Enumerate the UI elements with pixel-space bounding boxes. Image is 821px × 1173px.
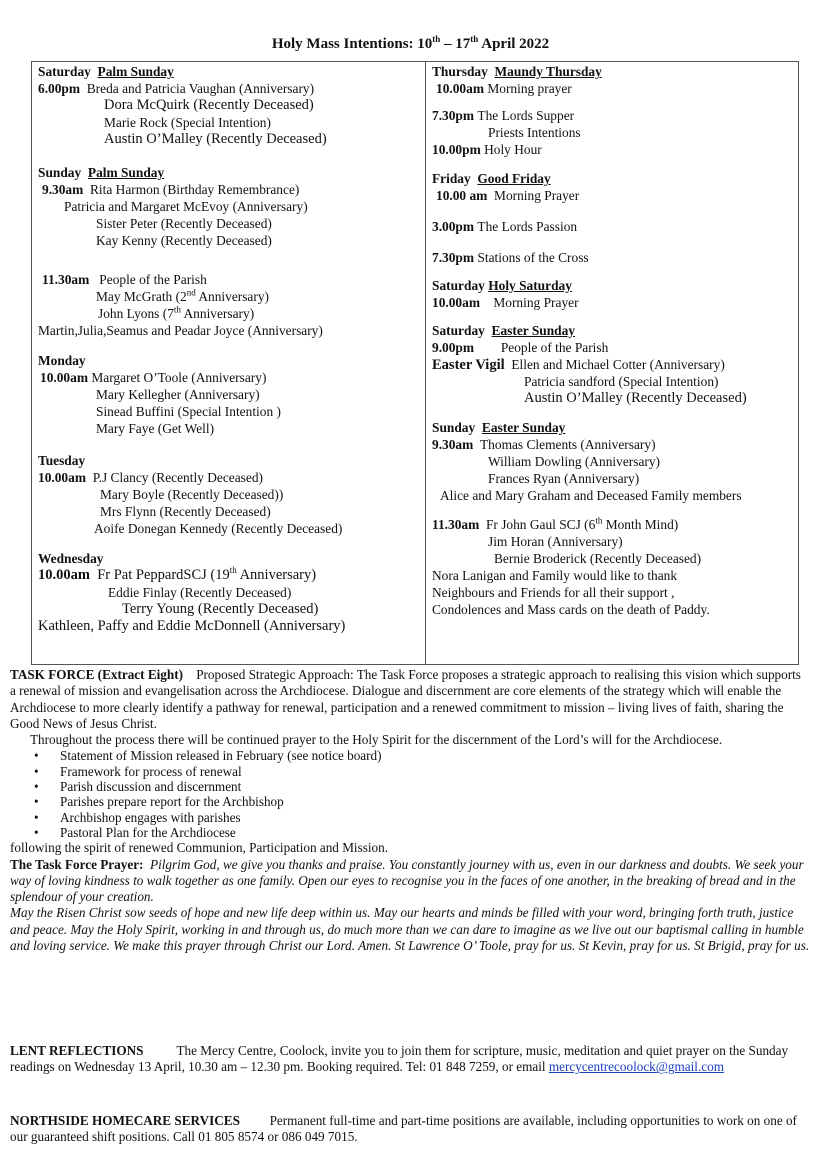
intention-line: Eddie Finlay (Recently Deceased) [108, 585, 292, 600]
intention-line: Mary Kellegher (Anniversary) [96, 387, 260, 402]
task-force-paragraph: Throughout the process there will be continued prayer to the Holy Spirit for the discernment of the Lord’s will for the Archdiocese. [30, 732, 723, 748]
title-sup: th [470, 34, 479, 44]
easter-sunday-late-section [432, 516, 797, 618]
list-item: • Statement of Mission released in February (see notice board) [10, 748, 810, 763]
intention-line: 11.30am People of the Parish [42, 272, 207, 287]
intention-line: 10.00am Morning Prayer [432, 295, 579, 310]
intention-line: Martin,Julia,Seamus and Peadar Joyce (Anniversary) [38, 323, 323, 338]
intention-line: 7.30pm The Lords Supper [432, 108, 575, 123]
title-text: Holy Mass Intentions: 10 [271, 36, 433, 52]
intention-line: Sister Peter (Recently Deceased) [96, 216, 272, 231]
title-text: – 17 [440, 36, 471, 52]
tuesday-section [38, 453, 423, 537]
email-link[interactable]: mercycentrecoolock@gmail.com [548, 1059, 724, 1075]
day-heading: Saturday Easter Sunday [432, 323, 576, 338]
intention-line: Dora McQuirk (Recently Deceased) [104, 97, 314, 113]
day-heading: Sunday Easter Sunday [432, 420, 566, 435]
intention-line: Frances Ryan (Anniversary) [488, 471, 640, 486]
intention-line: 9.00pm People of the Parish [432, 340, 609, 355]
intention-line: 6.00pm Breda and Patricia Vaughan (Anniversary) [38, 81, 315, 96]
intention-line: Patricia and Margaret McEvoy (Anniversary) [64, 199, 308, 214]
holy-saturday-section [432, 278, 797, 311]
intention-line: Patricia sandford (Special Intention) [524, 374, 719, 389]
mass-intentions-table [31, 61, 799, 665]
page-title [0, 36, 821, 53]
intention-line: Sinead Buffini (Special Intention ) [96, 404, 281, 419]
intention-line: William Dowling (Anniversary) [488, 454, 661, 469]
task-force-section [10, 667, 810, 954]
monday-section [38, 353, 423, 437]
intention-line: Bernie Broderick (Recently Deceased) [494, 551, 702, 566]
intention-line: Mary Boyle (Recently Deceased)) [100, 487, 284, 502]
intention-line: Mrs Flynn (Recently Deceased) [100, 504, 271, 519]
day-heading: Saturday Palm Sunday [38, 64, 174, 79]
notice-line: Neighbours and Friends for all their support , [432, 585, 675, 600]
day-heading: Tuesday [38, 453, 86, 468]
lent-reflections-section [10, 1043, 810, 1076]
saturday-section [38, 64, 423, 148]
list-item: • Archbishop engages with parishes [10, 810, 810, 825]
intention-line: John Lyons (7th Anniversary) [98, 304, 255, 321]
day-heading: Sunday Palm Sunday [38, 165, 165, 180]
intention-line: Kathleen, Paffy and Eddie McDonnell (Anniversary) [38, 618, 346, 634]
prayer-paragraph: May the Risen Christ sow seeds of hope and new life deep within us. May our hearts and minds be filled with your word, bringing forth truth, justice and peace. May the Holy Spirit, working in and through us, do much more than we can dare to imagine as we live out our baptismal calling in humble and loving service. We make this prayer through Christ our Lord. Amen. St Lawrence O’ Toole, pray for us. St Kevin, pray for us. St Brigid, pray for us. [10, 905, 810, 954]
lent-paragraph: LENT REFLECTIONS The Mercy Centre, Coolock, invite you to join them for scripture, music, meditation and quiet prayer on the Sunday readings on Wednesday 13 April, 10.30 am – 12.30 pm. Booking required. Tel: 01 848 7259, or email mercycentrecoolock@gmail.com [10, 1043, 789, 1075]
intention-line: 10.00pm Holy Hour [432, 142, 542, 157]
intention-line: 9.30am Rita Harmon (Birthday Remembrance) [42, 182, 300, 197]
day-heading: Thursday Maundy Thursday [432, 64, 602, 79]
day-heading: Wednesday [38, 551, 104, 566]
prayer-paragraph: The Task Force Prayer: Pilgrim God, we give you thanks and praise. You constantly journey with us, even in our darkness and doubts. We seek your way of loving kindness to walk together as one family. Open our eyes to recognise you in the faces of one another, in the breaking of bread and in the splendour of your creation. [10, 856, 804, 905]
list-item: • Pastoral Plan for the Archdiocese [10, 825, 810, 840]
intention-line: Aoife Donegan Kennedy (Recently Deceased) [94, 521, 343, 536]
homecare-section [10, 1113, 810, 1146]
list-item: • Parishes prepare report for the Archbishop [10, 794, 810, 809]
column-divider [425, 62, 426, 664]
intention-line: 3.00pm The Lords Passion [432, 219, 578, 234]
intention-line: Mary Faye (Get Well) [96, 421, 215, 436]
day-heading: Friday Good Friday [432, 171, 551, 186]
task-force-paragraph: TASK FORCE (Extract Eight) Proposed Strategic Approach: The Task Force proposes a strategic approach to realising this vision which supports a renewal of mission and evangelisation across the Archdiocese. Dialogue and discernment are core elements of the strategy which will enable the Archdiocese to more clearly identify a pathway for renewal, participation and a renewed commitment to mission – living lives of faith, sharing the Good News of Jesus Christ. [10, 667, 801, 731]
intention-line: May McGrath (2nd Anniversary) [96, 287, 269, 304]
intention-line: 9.30am Thomas Clements (Anniversary) [432, 437, 656, 452]
friday-section [432, 171, 797, 266]
intention-line: 7.30pm Stations of the Cross [432, 250, 589, 265]
intention-line: 10.00am P.J Clancy (Recently Deceased) [38, 470, 263, 485]
title-text: April 2022 [478, 36, 550, 52]
intention-line: Priests Intentions [488, 125, 581, 140]
task-force-paragraph: following the spirit of renewed Communion, Participation and Mission. [10, 840, 388, 856]
intention-line: Austin O’Malley (Recently Deceased) [104, 131, 327, 147]
task-force-list [10, 748, 810, 840]
intention-line: Terry Young (Recently Deceased) [122, 601, 319, 617]
intention-line: 10.00 am Morning Prayer [436, 188, 580, 203]
intention-line: Marie Rock (Special Intention) [104, 115, 271, 130]
intention-line: Easter Vigil Ellen and Michael Cotter (Anniversary) [432, 357, 725, 373]
intention-line: 10.00am Morning prayer [436, 81, 572, 96]
left-column [38, 64, 423, 635]
title-sup: th [432, 34, 441, 44]
easter-saturday-section [432, 323, 797, 407]
list-item: • Framework for process of renewal [10, 764, 810, 779]
homecare-paragraph: NORTHSIDE HOMECARE SERVICES Permanent full-time and part-time positions are available, including opportunities to work on one of our guaranteed shift positions. Call 01 805 8574 or 086 049 7015. [10, 1113, 797, 1145]
wednesday-section [38, 551, 423, 635]
sunday-late-section [38, 271, 423, 339]
intention-line: 11.30am Fr John Gaul SCJ (6th Month Mind) [432, 515, 679, 532]
intention-line: 10.00am Margaret O’Toole (Anniversary) [40, 370, 267, 385]
list-item: • Parish discussion and discernment [10, 779, 810, 794]
notice-line: Nora Lanigan and Family would like to thank [432, 568, 678, 583]
easter-sunday-section [432, 420, 797, 504]
intention-line: Kay Kenny (Recently Deceased) [96, 233, 272, 248]
day-heading: Monday [38, 353, 86, 368]
intention-line: Austin O’Malley (Recently Deceased) [524, 390, 747, 406]
intention-line: 10.00am Fr Pat PeppardSCJ (19th Anniversary) [38, 565, 317, 583]
right-column [432, 64, 797, 618]
notice-line: Condolences and Mass cards on the death of Paddy. [432, 602, 710, 617]
intention-line: Jim Horan (Anniversary) [488, 534, 623, 549]
thursday-section [432, 64, 797, 158]
intention-line: Alice and Mary Graham and Deceased Family members [440, 488, 742, 503]
day-heading: Saturday Holy Saturday [432, 278, 572, 293]
sunday-section [38, 165, 423, 249]
